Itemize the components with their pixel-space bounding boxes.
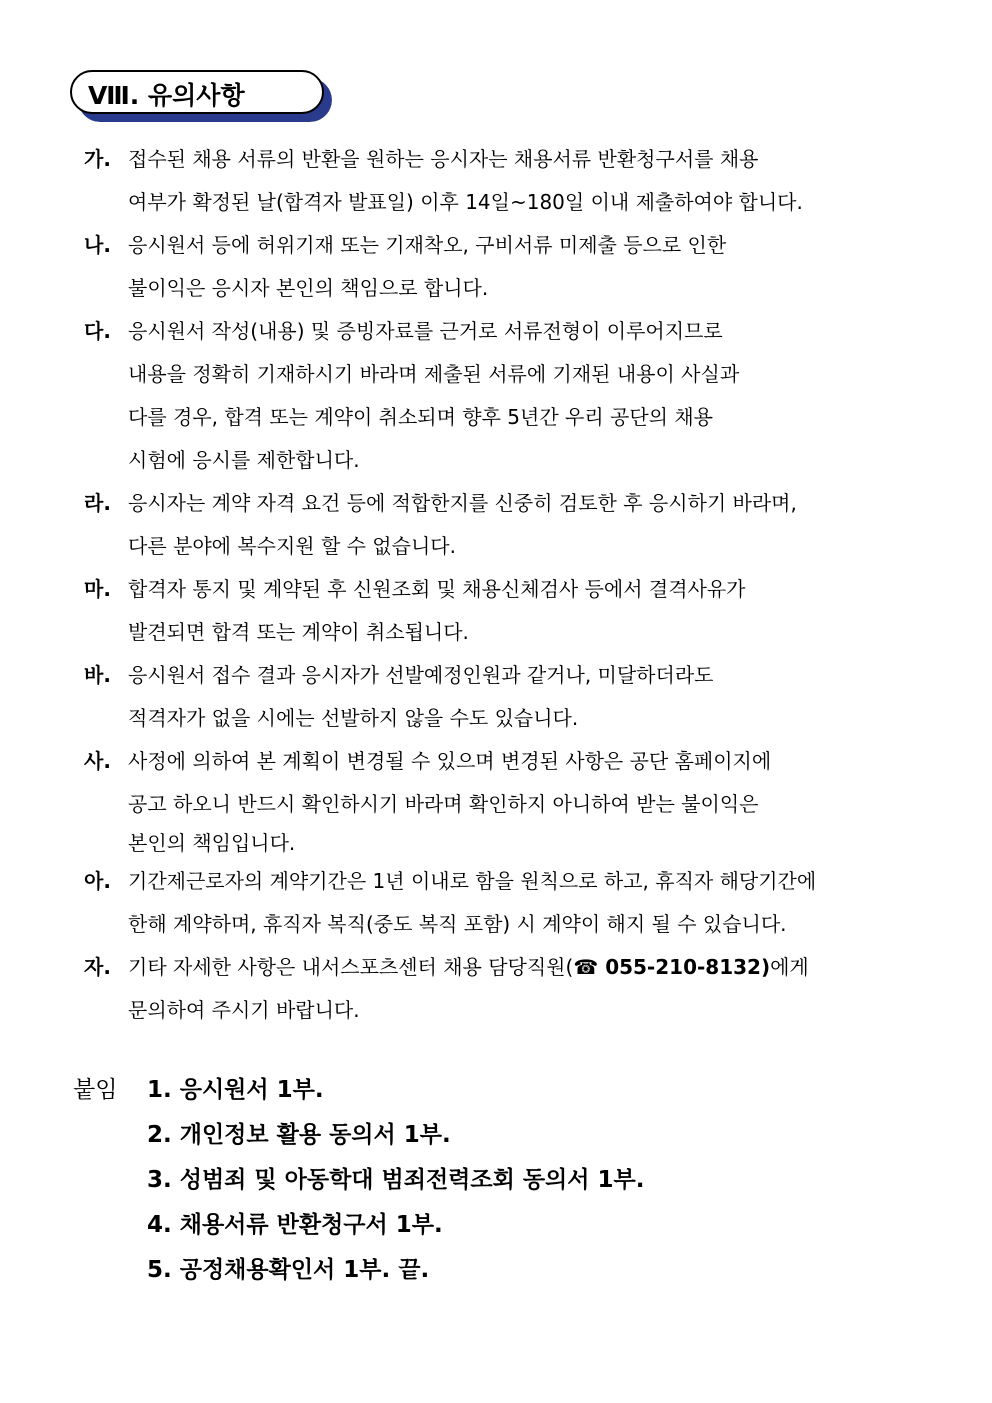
note-line: 다를 경우, 합격 또는 계약이 취소되며 향후 5년간 우리 공단의 채용 [128,405,713,429]
note-marker: 바. [84,663,111,687]
note-line: 적격자가 없을 시에는 선발하지 않을 수도 있습니다. [128,706,579,730]
attachment-item: 5. 공정채용확인서 1부. 끝. [147,1257,430,1283]
note-item [84,568,944,654]
attachment-row [73,1203,644,1248]
attachment-row [73,1158,644,1203]
note-text: 에게 [770,955,809,979]
note-marker: 라. [84,491,111,515]
note-line: 불이익은 응시자 본인의 책임으로 합니다. [128,276,489,300]
note-item [84,224,944,310]
note-line: 응시원서 등에 허위기재 또는 기재착오, 구비서류 미제출 등으로 인한 [128,233,727,257]
note-line: 공고 하오니 반드시 확인하시기 바라며 확인하지 아니하여 받는 불이익은 [128,792,759,816]
note-marker: 마. [84,577,111,601]
note-item [84,310,944,482]
attachment-item: 1. 응시원서 1부. [147,1077,324,1103]
note-item [84,138,944,224]
note-item [84,860,944,946]
attachment-item: 3. 성범죄 및 아동학대 범죄전력조회 동의서 1부. [147,1167,645,1193]
phone-number: ☎ 055-210-8132) [573,955,771,979]
note-line: 합격자 통지 및 계약된 후 신원조회 및 채용신체검사 등에서 결격사유가 [128,577,746,601]
note-line [128,946,809,989]
note-line: 응시원서 작성(내용) 및 증빙자료를 근거로 서류전형이 이루어지므로 [128,319,723,343]
attachment-row [73,1113,644,1158]
attachments [73,1068,644,1293]
attachment-item: 2. 개인정보 활용 동의서 1부. [147,1122,451,1148]
note-marker: 가. [84,147,111,171]
note-line: 사정에 의하여 본 계획이 변경될 수 있으며 변경된 사항은 공단 홈페이지에 [128,749,772,773]
section-header [70,70,328,120]
note-line: 문의하여 주시기 바랍니다. [128,998,360,1022]
note-line: 접수된 채용 서류의 반환을 원하는 응시자는 채용서류 반환청구서를 채용 [128,147,759,171]
note-line: 응시원서 접수 결과 응시자가 선발예정인원과 같거나, 미달하더라도 [128,663,714,687]
note-item [84,946,944,1032]
note-item [84,740,944,860]
section-title: Ⅷ. 유의사항 [88,81,245,110]
note-line: 여부가 확정된 날(합격자 발표일) 이후 14일~180일 이내 제출하여야 합니다. [128,190,803,214]
attachment-row [73,1248,644,1293]
note-marker: 사. [84,749,111,773]
note-item [84,654,944,740]
note-marker: 자. [84,955,111,979]
note-line: 기간제근로자의 계약기간은 1년 이내로 함을 원칙으로 하고, 휴직자 해당기간에 [128,869,817,893]
note-line: 내용을 정확히 기재하시기 바라며 제출된 서류에 기재된 내용이 사실과 [128,362,740,386]
notes-list [84,138,944,1032]
attachment-row [73,1068,644,1113]
note-line: 한해 계약하며, 휴직자 복직(중도 복직 포함) 시 계약이 해지 될 수 있습니다. [128,912,787,936]
note-line: 시험에 응시를 제한합니다. [128,448,360,472]
note-line: 본인의 책임입니다. [128,831,296,855]
note-line: 발견되면 합격 또는 계약이 취소됩니다. [128,620,469,644]
note-line: 다른 분야에 복수지원 할 수 없습니다. [128,534,456,558]
note-marker: 다. [84,319,111,343]
attachment-item: 4. 채용서류 반환청구서 1부. [147,1212,443,1238]
note-marker: 나. [84,233,111,257]
note-line: 응시자는 계약 자격 요건 등에 적합한지를 신중히 검토한 후 응시하기 바라며, [128,491,797,515]
note-item [84,482,944,568]
note-marker: 아. [84,869,111,893]
note-text: 기타 자세한 사항은 내서스포츠센터 채용 담당직원( [128,955,574,979]
attachments-label: 붙임 [73,1077,118,1103]
